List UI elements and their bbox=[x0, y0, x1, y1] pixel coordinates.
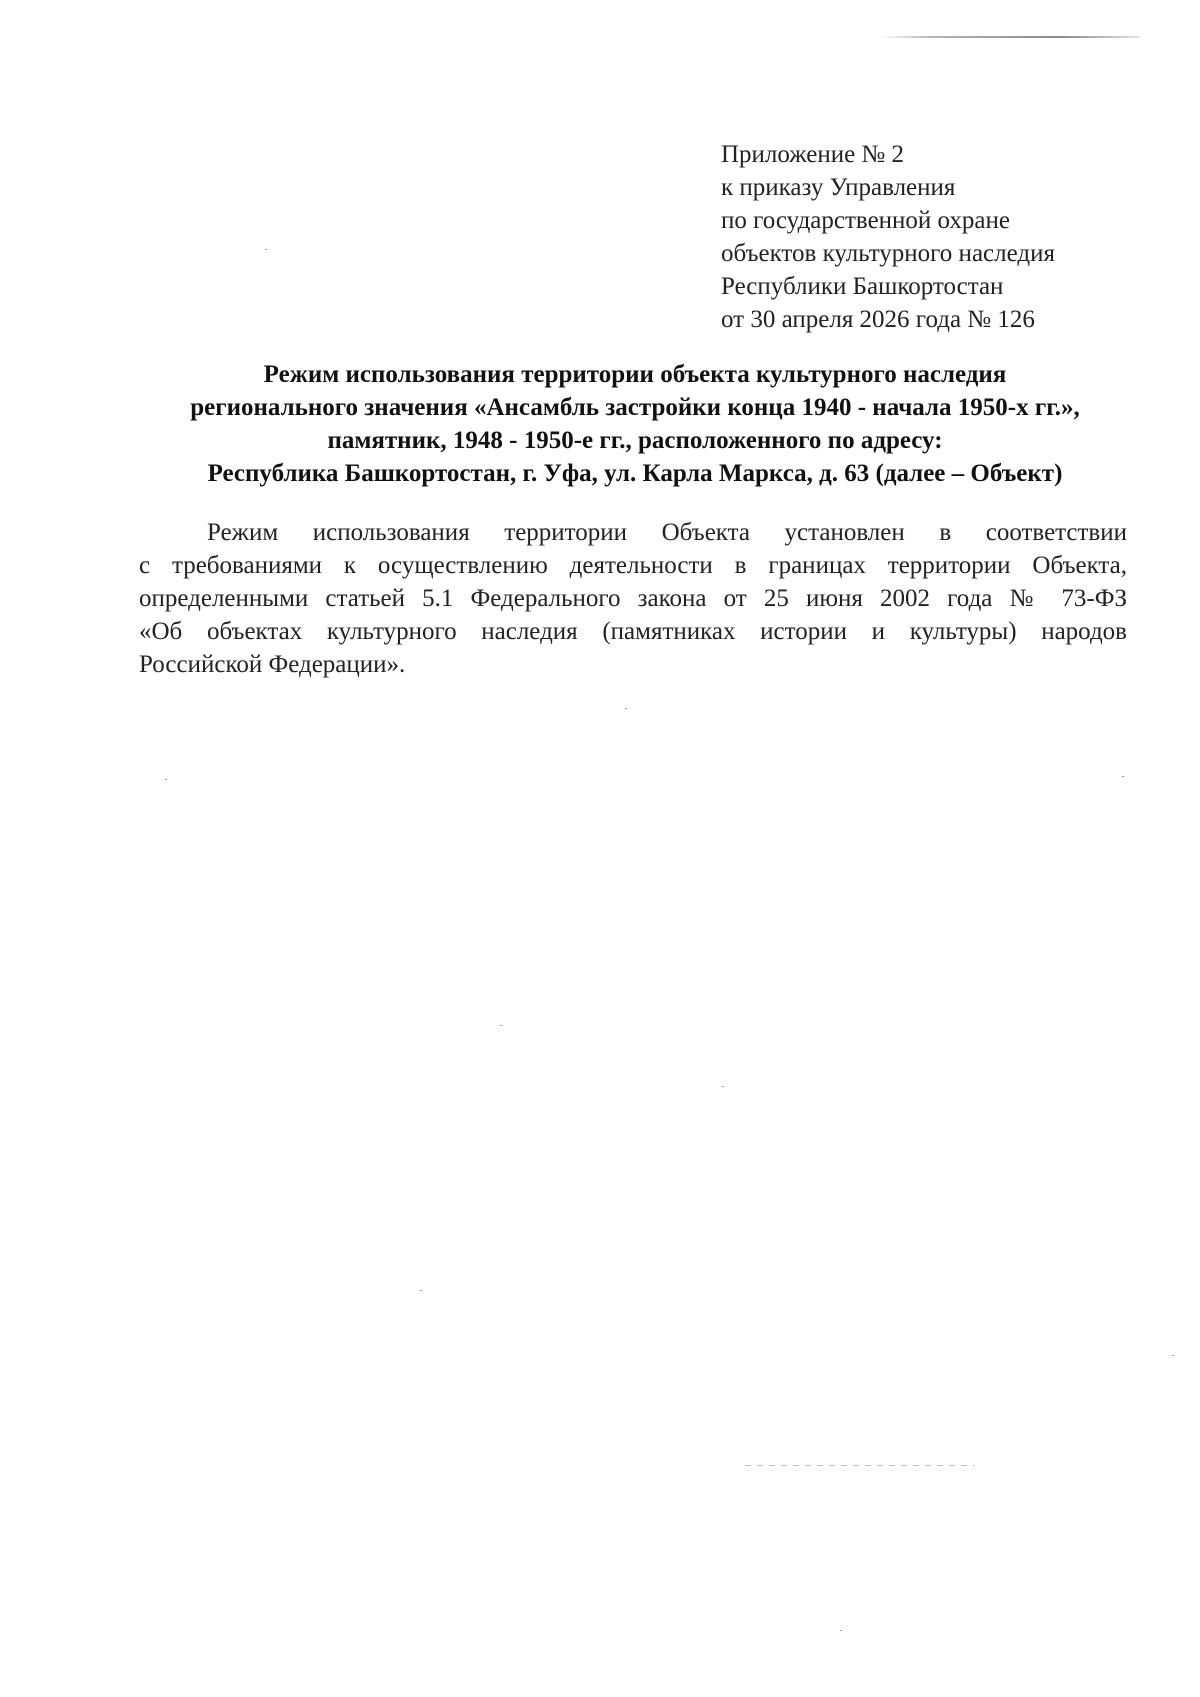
appendix-line: Приложение № 2 bbox=[721, 141, 905, 168]
scan-speck bbox=[625, 708, 627, 709]
appendix-header bbox=[721, 138, 1161, 336]
title-line: Режим использования территории объекта культурного наследия bbox=[263, 361, 1007, 388]
body-paragraph bbox=[139, 516, 1127, 681]
body-line: Российской Федерации». bbox=[139, 651, 406, 678]
scan-speck bbox=[1172, 1355, 1174, 1356]
appendix-line: Республики Башкортостан bbox=[721, 273, 1004, 300]
scan-speck bbox=[265, 249, 267, 250]
body-line: определенными статьей 5.1 Федерального закона от 25 июня 2002 года № 73-ФЗ bbox=[139, 585, 1127, 612]
body-line: с требованиями к осуществлению деятельности в границах территории Объекта, bbox=[139, 552, 1127, 579]
scan-speck bbox=[840, 1630, 842, 1631]
appendix-line: по государственной охране bbox=[721, 207, 1011, 234]
title-line: памятник, 1948 - 1950-е гг., расположенного по адресу: bbox=[327, 427, 943, 454]
body-line: «Об объектах культурного наследия (памятниках истории и культуры) народов bbox=[139, 618, 1127, 645]
scan-speck bbox=[165, 779, 167, 780]
appendix-line: к приказу Управления bbox=[721, 174, 956, 201]
appendix-line: объектов культурного наследия bbox=[721, 240, 1055, 267]
scan-speck bbox=[1122, 776, 1124, 777]
scan-speck bbox=[500, 1025, 502, 1026]
scan-artifact bbox=[745, 1465, 975, 1466]
title-line: регионального значения «Ансамбль застройки конца 1940 - начала 1950-х гг.», bbox=[190, 394, 1080, 421]
body-line: Режим использования территории Объекта установлен в соответствии bbox=[207, 519, 1127, 546]
document-title bbox=[120, 358, 1150, 490]
appendix-line: от 30 апреля 2026 года № 126 bbox=[721, 306, 1035, 333]
scan-speck bbox=[420, 1290, 422, 1291]
title-line: Республика Башкортостан, г. Уфа, ул. Карла Маркса, д. 63 (далее – Объект) bbox=[207, 460, 1063, 487]
scan-speck bbox=[722, 1086, 724, 1087]
scan-artifact bbox=[880, 36, 1140, 38]
